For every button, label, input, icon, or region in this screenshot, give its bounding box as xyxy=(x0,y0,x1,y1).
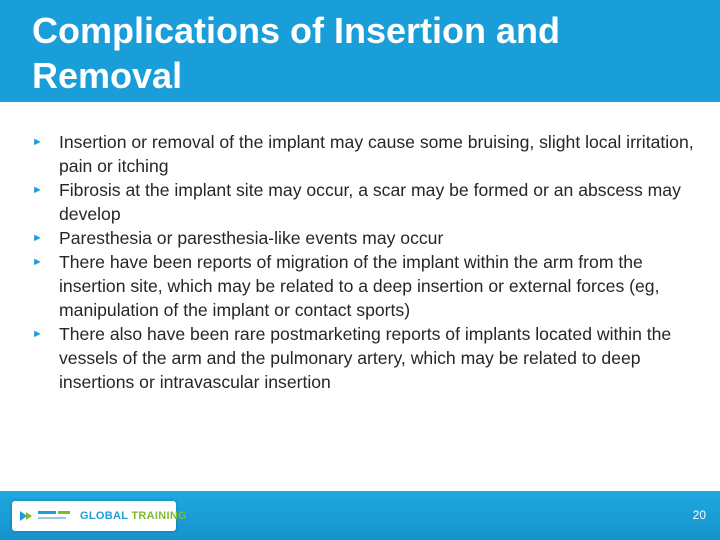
bullet-arrow-icon: ► xyxy=(32,232,43,244)
logo-word-global: GLOBAL xyxy=(80,510,129,522)
bullet-arrow-icon: ► xyxy=(32,184,43,196)
bullet-text: There also have been rare postmarketing reports of implants located within the vessels of the arm and the pulmonary artery, which may be related to deep insertions or intravascular insertion xyxy=(59,324,672,392)
global-training-text xyxy=(80,508,187,524)
page-number: 20 xyxy=(692,508,706,522)
bullet-item xyxy=(32,226,694,250)
bullet-arrow-icon: ► xyxy=(32,328,43,340)
logo-small-text-graphic xyxy=(38,510,74,522)
logo-word-training: TRAINING xyxy=(131,510,187,522)
bullet-text: Insertion or removal of the implant may cause some bruising, slight local irritation, pain or itching xyxy=(59,132,694,176)
title-bar xyxy=(0,0,720,102)
bullet-arrow-icon: ► xyxy=(32,136,43,148)
footer-bar xyxy=(0,491,720,540)
bullet-text: There have been reports of migration of the implant within the arm from the insertion site, which may be related to a deep insertion or external forces (eg, manipulation of the implant or contact sports) xyxy=(59,252,660,320)
global-training-logo xyxy=(12,501,187,531)
slide-title: Complications of Insertion and Removal xyxy=(32,10,561,96)
bullet-list xyxy=(32,130,694,394)
bullet-item xyxy=(32,130,694,178)
bullet-arrow-icon: ► xyxy=(32,256,43,268)
bullet-item xyxy=(32,322,694,394)
organization-logo-icon xyxy=(18,508,34,524)
bullet-item xyxy=(32,178,694,226)
bullet-item xyxy=(32,250,694,322)
bullet-text: Fibrosis at the implant site may occur, a scar may be formed or an abscess may develop xyxy=(59,180,681,224)
bullet-text: Paresthesia or paresthesia-like events may occur xyxy=(59,228,444,248)
